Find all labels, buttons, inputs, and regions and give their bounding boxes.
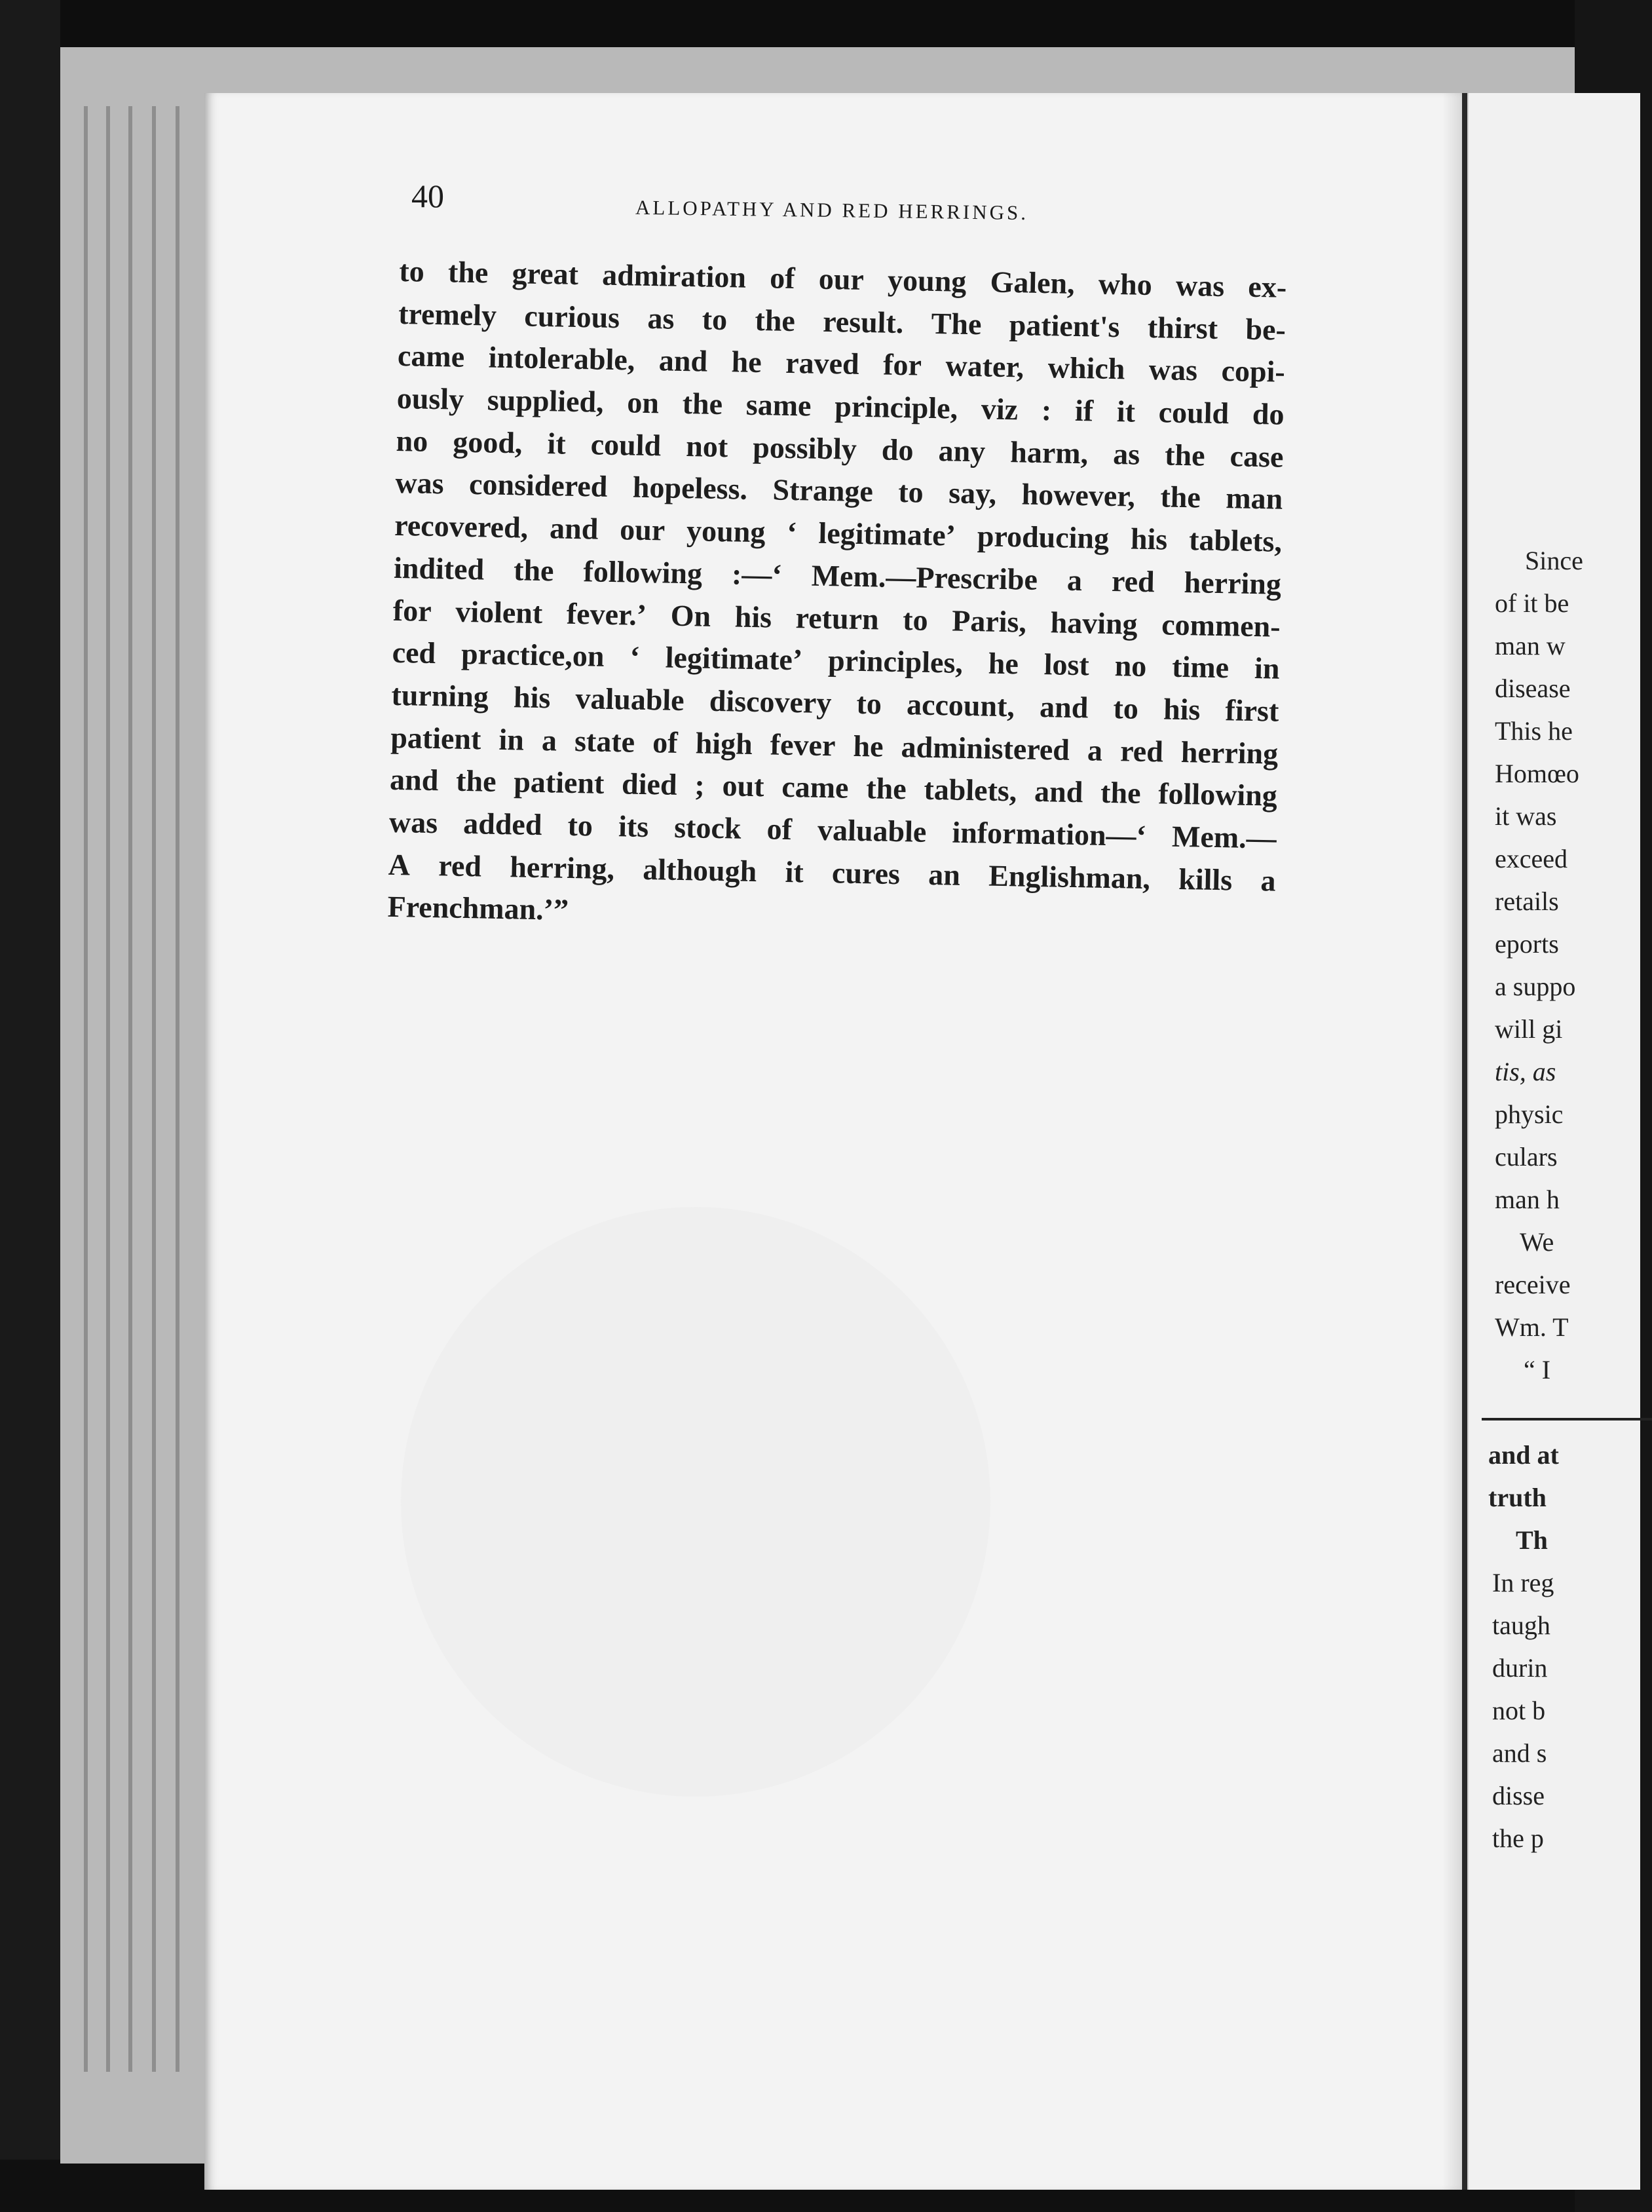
word: The	[931, 306, 982, 341]
word: ;	[694, 768, 705, 802]
right-line: physic	[1495, 1099, 1564, 1129]
word: valuable	[817, 812, 927, 849]
word: man	[1225, 481, 1283, 516]
word: turning	[391, 677, 489, 714]
word: :	[1041, 393, 1052, 427]
word: his	[513, 680, 551, 715]
word: could	[1158, 395, 1230, 430]
word: his	[734, 599, 772, 634]
word: Paris,	[951, 603, 1027, 639]
word: no	[1114, 649, 1147, 683]
word: time	[1171, 649, 1230, 685]
word: who	[1098, 267, 1153, 302]
word: the	[1160, 480, 1201, 514]
right-line: man w	[1495, 631, 1566, 660]
word: commen-	[1161, 607, 1281, 643]
word: out	[722, 769, 764, 803]
word: added	[462, 806, 542, 842]
right-line: man h	[1495, 1185, 1560, 1214]
scan-left-edge	[0, 0, 60, 2212]
right-line: Th	[1516, 1525, 1548, 1555]
word: of	[769, 261, 796, 296]
word: A	[388, 847, 411, 882]
word: patient	[390, 720, 481, 755]
word: curious	[523, 299, 620, 334]
word: harm,	[1009, 434, 1089, 470]
word: same	[745, 387, 812, 423]
word: red	[1119, 733, 1164, 769]
word: high	[695, 725, 753, 761]
right-line: taugh	[1492, 1611, 1550, 1640]
word: herring	[1180, 734, 1279, 771]
right-line: of it be	[1495, 588, 1569, 618]
word: died	[621, 767, 678, 802]
word: say,	[948, 476, 997, 511]
right-line: the p	[1492, 1823, 1544, 1853]
word: he	[853, 729, 884, 763]
word: in	[498, 722, 525, 757]
right-line: retails	[1495, 887, 1559, 916]
word: the	[447, 255, 489, 290]
word: possibly	[752, 430, 857, 466]
right-line: Wm. T	[1495, 1312, 1569, 1342]
word: herring,	[509, 849, 615, 885]
body-text	[387, 250, 1287, 945]
word: was	[395, 466, 445, 501]
word: for	[882, 347, 922, 383]
word: patient's	[1009, 307, 1120, 343]
word: the	[682, 387, 723, 421]
word: a	[1260, 863, 1276, 898]
word: good,	[452, 425, 523, 460]
word: his	[1130, 522, 1168, 556]
word: although	[642, 852, 757, 888]
word: if	[1074, 394, 1094, 428]
right-line: “ I	[1524, 1355, 1551, 1384]
word: our	[818, 261, 865, 296]
right-line: a suppo	[1495, 972, 1576, 1001]
word: hopeless.	[632, 470, 748, 506]
word: to	[702, 302, 728, 336]
word: Englishman,	[988, 858, 1151, 895]
word: :—‘	[731, 557, 783, 592]
word: legitimate’	[818, 516, 956, 552]
word: copi-	[1221, 354, 1286, 389]
word: case	[1230, 439, 1284, 474]
right-line: Since	[1525, 546, 1583, 575]
word: was	[1148, 353, 1198, 387]
word: having	[1050, 605, 1138, 641]
word: his	[1163, 692, 1201, 727]
word: a	[1087, 733, 1103, 767]
word: to	[902, 602, 929, 637]
word: cures	[831, 855, 901, 890]
word: to	[398, 254, 425, 288]
word: producing	[977, 519, 1110, 556]
word: ced	[392, 636, 436, 670]
word: lost	[1043, 647, 1090, 682]
word: came	[397, 339, 465, 374]
word: of	[766, 812, 793, 847]
word: practice,on	[460, 637, 605, 674]
right-line: it was	[1495, 801, 1557, 831]
right-line: eports	[1495, 929, 1559, 959]
word: state	[574, 723, 635, 759]
word: raved	[785, 346, 860, 381]
word: it	[1116, 394, 1136, 429]
word: red	[1111, 563, 1155, 599]
word: tablets,	[924, 772, 1017, 808]
bleed-through-shade	[401, 1207, 990, 1797]
word: the	[1164, 438, 1206, 472]
word: violent	[455, 594, 543, 630]
word: the	[513, 553, 554, 588]
word: red	[438, 848, 482, 883]
word: young	[686, 514, 766, 549]
right-line: In reg	[1492, 1568, 1554, 1597]
word: it	[785, 854, 804, 889]
word: young	[887, 263, 967, 298]
word: on	[626, 385, 660, 420]
right-line: and at	[1488, 1440, 1559, 1470]
word: thirst	[1147, 310, 1218, 345]
section-rule	[1482, 1418, 1652, 1421]
word: however,	[1021, 477, 1136, 514]
word: for	[392, 593, 432, 628]
right-line: will gi	[1495, 1014, 1563, 1044]
word: any	[938, 433, 986, 468]
right-line: tis, as	[1495, 1057, 1556, 1086]
word: and	[658, 343, 708, 379]
word: its	[618, 809, 649, 844]
word: was	[1175, 268, 1225, 303]
word: the	[865, 771, 907, 806]
word: considered	[468, 467, 608, 504]
page-edge-line	[106, 106, 110, 2072]
word: patient	[513, 765, 605, 801]
right-line: This he	[1495, 716, 1573, 746]
right-line: disse	[1492, 1781, 1545, 1810]
page-number: 40	[411, 178, 444, 214]
word: On	[670, 598, 711, 633]
right-line: We	[1520, 1227, 1554, 1257]
word: to	[897, 475, 924, 510]
word: administered	[901, 729, 1070, 767]
word: Mem.—	[1171, 819, 1277, 855]
word: be-	[1245, 312, 1286, 347]
word: of	[652, 725, 679, 759]
word: tablets,	[1188, 523, 1283, 558]
word: principles,	[827, 643, 964, 680]
book-gutter	[1462, 93, 1467, 2190]
word: the	[455, 763, 497, 799]
word: recovered,	[394, 508, 529, 544]
word: Strange	[772, 472, 874, 508]
right-line: exceed	[1495, 844, 1568, 873]
word: he	[988, 646, 1019, 681]
word: kills	[1178, 862, 1233, 897]
word: fever	[770, 727, 836, 762]
word: water,	[945, 349, 1024, 384]
right-line: and s	[1492, 1738, 1547, 1768]
word: a	[1066, 563, 1083, 597]
word: the	[755, 303, 796, 337]
word: ex-	[1247, 269, 1287, 304]
word: in	[1254, 651, 1280, 685]
word: could	[590, 427, 662, 463]
word: not	[685, 429, 728, 463]
word: legitimate’	[665, 640, 803, 677]
word: intolerable,	[488, 340, 635, 377]
page-edge-line	[84, 106, 88, 2072]
word: and	[389, 763, 439, 797]
word: following	[583, 554, 703, 590]
word: do	[1252, 396, 1285, 431]
word: came	[781, 770, 849, 805]
word: admiration	[601, 257, 747, 294]
word: information—‘	[952, 815, 1147, 852]
word: ously	[396, 381, 464, 416]
word: as	[1112, 436, 1140, 471]
running-head: ALLOPATHY AND RED HERRINGS.	[635, 195, 1029, 225]
right-line: durin	[1492, 1653, 1548, 1683]
text-line: Frenchman.’”	[387, 890, 569, 927]
right-page	[1469, 93, 1640, 2190]
word: stock	[673, 810, 742, 845]
word: ‘	[629, 639, 641, 674]
word: account,	[906, 687, 1015, 723]
word: as	[647, 301, 675, 335]
word: Galen,	[990, 265, 1076, 300]
right-line: Homœo	[1495, 759, 1579, 788]
page-edge-line	[176, 106, 179, 2072]
word: tremely	[398, 296, 497, 332]
word: an	[928, 857, 961, 892]
word: no	[396, 423, 428, 458]
word: Mem.—Prescribe	[811, 558, 1038, 596]
word: discovery	[709, 683, 832, 720]
word: to	[1113, 691, 1139, 725]
scan-top-edge	[0, 0, 1575, 52]
word: herring	[1184, 565, 1282, 601]
word: a	[541, 723, 557, 757]
word: our	[619, 512, 666, 547]
right-line: disease	[1495, 674, 1571, 703]
word: first	[1225, 693, 1279, 728]
word: to	[856, 686, 882, 721]
word: to	[567, 808, 593, 843]
word: and	[1034, 774, 1083, 809]
right-line: truth	[1488, 1483, 1547, 1512]
word: it	[547, 426, 567, 461]
word: and	[549, 511, 599, 546]
word: do	[881, 432, 914, 467]
word: was	[388, 805, 438, 840]
word: return	[795, 600, 880, 636]
right-line: culars	[1495, 1142, 1558, 1172]
word: ‘	[786, 516, 798, 550]
right-line: not b	[1492, 1696, 1546, 1725]
word: indited	[393, 550, 485, 586]
word: the	[1100, 776, 1141, 810]
page-edge-line	[152, 106, 156, 2072]
word: valuable	[575, 681, 685, 717]
word: he	[731, 345, 762, 379]
word: which	[1047, 351, 1125, 386]
word: viz	[981, 392, 1019, 427]
word: fever.’	[566, 596, 647, 632]
page-edge-line	[128, 106, 132, 2072]
right-line: receive	[1495, 1270, 1571, 1299]
word: and	[1039, 689, 1089, 725]
word: great	[512, 256, 579, 292]
word: supplied,	[487, 383, 605, 419]
word: principle,	[834, 389, 958, 425]
word: following	[1157, 776, 1278, 812]
word: result.	[822, 304, 904, 339]
